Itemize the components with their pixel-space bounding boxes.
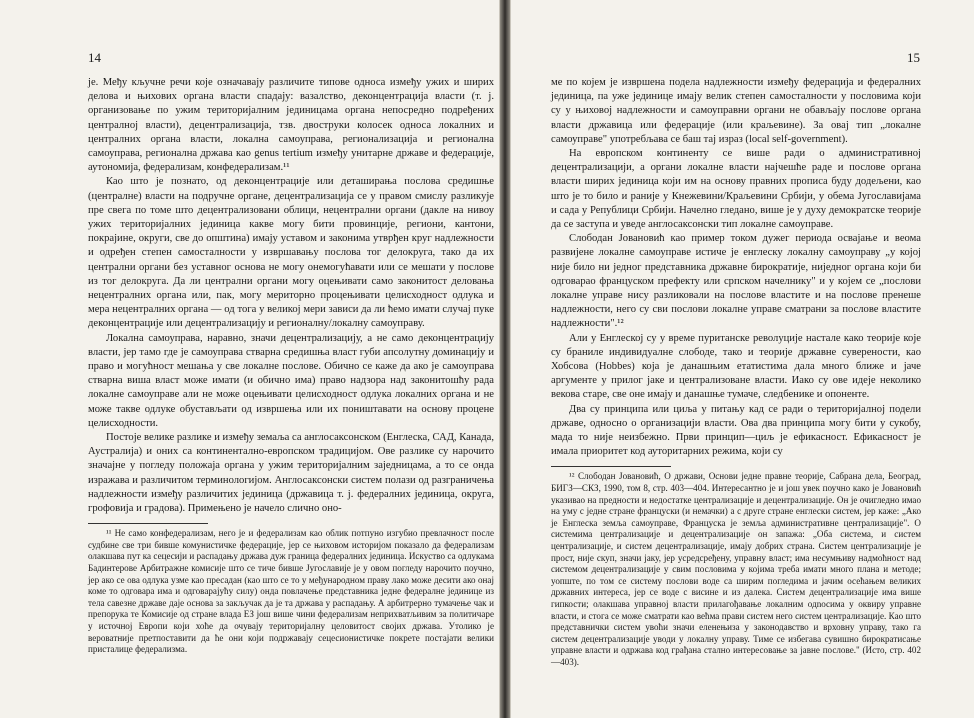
page-number-right: 15 <box>907 50 920 65</box>
paragraph: је. Међу кључне речи које означавају различите типове односа између ужих и ширих делова и њихових органа власти спадају: вазалство, деконцентрација власти (т. ј. организовање по ужим територијалним јединицама органа непосредно подређених централној власти), децентрализација, тзв. двоструки колосек односа локалних и централних органа власти, локална самоуправа, регионализација и регионална самоуправа, регионална држава као genus tertium између унитарне државе и федерације, аутономија, федерализам, конфедерализам.¹¹ <box>88 77 494 174</box>
paragraph: На европском континенту се више ради о административној децентрализацији, а органи локалне власти најчешће раде и послове органа власти ширих јединица који им на основу правних прописа буду додељени, као што је то било и раније у Кнежевини/Краљевини Србији, у обема Југославијама и сада у Републици Србији. Начелно гледано, више је у духу демократске теорије да се заступа и уведе англосаксонски тип локалне самоуправе. <box>551 148 921 231</box>
footnote-11: ¹¹ Не само конфедерализам, него је и федерализам као облик потпуно изгубио превлачност после судбине све три бивше комунистичке федерације, јер се њиховом историјом показало да федерализам олакшава пут ка сецесији и распадању држава дуж граница федералних јединица. Искуство са одлукама Бадинтерове Арбитражне комисије што се тиче бивше Југославије је у овом погледу нарочито поучно, јер ако се ова одлука узме као пресадан (као што се то у међународном праву лако може десити ако онај коме то одговара има и одговарајућу силу) онда повлачење представника једне федералне јединице из тела савезне државе даје основа за закључак да је та држава у распадању. А арбитрерно тумачење чак и препорука те Комисије од стране влада ЕЗ још више чини федерализам неприхватљивим за политичаре у источној Европи који хоће да очувају територијалну целовитост својих држава. Утолико је вероватније претпоставити да ће они који подржавају сецесионистичке покрете постајати велики присталице федерализма. <box>88 528 494 655</box>
right-page <box>510 0 974 718</box>
footnote-12: ¹² Слободан Јовановић, О држави, Основи једне правне теорије, Сабрана дела, Београд, БИГЗ—СКЗ, 1990, том 8, стр. 403—404. Интересантно је и још увек поучно како је Јовановић указивао на предности и недостатке централизације и децентрализације. Он је очигледно имао на уму с једне стране француски (и немачки) а с друге стране енглески систем, јер каже: „Ако је Енглеска земља самоуправе, Француска је земља административне централизације". О системима централизације и децентрализације он запажа: „Оба система, и систем централизације, и систем децентрализације, имају добрих страна. Систем централизације је прост, није скуп, значи јаку, јер усредсређену, управну власт; има несумњиву надмоћност над системом децентрализације у свим пословима у којима треба имати много плана и методе; уопште, по том се систему послови воде са ширим погледима и јачим осећањем великих државних интереса, јер се воде с висине и из далека. Систем децентрализације има више гипкости; олакшава управној власти прилагођавање локалним одnосима у оквиру управне власти, и стога се може сматрати као већма прави систем него систем централизације. Као што представнички систем увоћи значи еленењиза у законодавство и врховну управу, тако га систем децентрализације уводи у локалну управу. Тиме се избегава сувишно бирократисање управне власти и одржава код грађана стално интересовање за јавне послове." (Исто, стр. 402—403). <box>551 471 921 667</box>
paragraph: Слободан Јовановић као пример током дужег периода освајање и веома развијене локалне самоуправе истиче је енглеску локалну самоуправу „у којој није било ни једног представника државне бирократије, ниједног органа који би одговарао француском префекту или српском начелнику" и у којем се „послови локалне управе нису разликовали на послове властите и на послове пренеше надлежности, него су сви послови локалне управе сматрани за послове властите надлежности".¹² <box>551 233 921 330</box>
footnote-rule <box>551 466 671 467</box>
page-number-left: 14 <box>88 50 101 65</box>
paragraph: ме по којем је извршена подела надлежности између федерација и федералних јединица, па уже јединице имају велик степен самосталности у пословима који су у њиховој надлежности и самоуправни органи не обављају послове органа власти државица или федерације (или краљевине). За овај тип „локалне самоуправе" употребљава се баш тај израз (local self-government). <box>551 77 921 145</box>
paragraph: Два су принципа или циља у питању кад се ради о територијалној подели државе, односно о организацији власти. Ова два принципа могу бити у сукобу, мада то није неизбежно. Први принцип—циљ је ефикасност. Ефикасност је имала приоритет код ауторитарних режима, који су <box>551 403 921 458</box>
paragraph: Као што је познато, од деконцентрације или деташирања послова средишње (централне) власти на подручне органе, децентрализација се у правом смислу разликује пре свега по томе што децентрализовани облици, нецентрални органи (дакле на нивоу ужих територијалних јединица какве могу бити провинције, региони, кантони, покрајине, округи, све до општина) имају уставом и законима утврђен круг надлежности и одређен степен самосталности у извршавању послова тог делокруга, тако да их централни органи без уставног основа не могу онемогућавати или се мешати у послове из тог делокруга. Да ли централни органи могу оцењивати само законитост деловања нецентралних органа или, пак, могу мериторно процењивати целисходност одлука и мера нецентралних органа — од тога у великој мери зависи да ли ћемо имати случај пуке деконцентрације или децентрализацију и регионалну/локалну самоуправу. <box>88 176 494 330</box>
paragraph: Постоје велике разлике и између земаља са англосаксонском (Енглеска, САД, Канада, Аустралија) и оних са континентално-европском традицијом. Ове разлике су нарочито значајне у погледу положаја органа у ужим територијалним заједницама, а то се онда изражава и различитом терминологијом. Англосаксонски систем полази од разграничења надлежности између различитих јединица (државица т. ј. федералних јединица, округа, грофовија и градова). Примењено је начело слично оно- <box>88 432 494 515</box>
right-page-text <box>551 76 921 669</box>
left-page-text <box>88 76 494 656</box>
book-spine-gutter <box>500 0 510 718</box>
footnote-rule <box>88 523 208 524</box>
paragraph: Локална самоуправа, наравно, значи децентрализацију, а не само деконцентрацију власти, јер тамо где је самоуправа стварна средишња власт губи апсолутну доминацију и право и могућност мешања у све локалне послове. Обично се каже да ако је самоуправа стварна виша власт може имати (и обично има) право надзора над законитошћу рада локалне самоуправе али не може оцењивати целисходност одлука локалних органа и не може такве одлуке обустављати од извршења или их поништавати на основу процене целисходности. <box>88 332 494 429</box>
paragraph: Али у Енглеској су у време пуританске револуције настале како теорије које су браниле индивидуалне слободе, тако и теорије државне суверености, као Хобсова (Hobbes) која је данашњим етатистима дала много ближе и јаче аргументе у прилог јаке и централизоване власти. Иако су ове идеје неколико векова старе, све оне имају и данашње тумаче, следбенике и опоненте. <box>551 332 921 401</box>
